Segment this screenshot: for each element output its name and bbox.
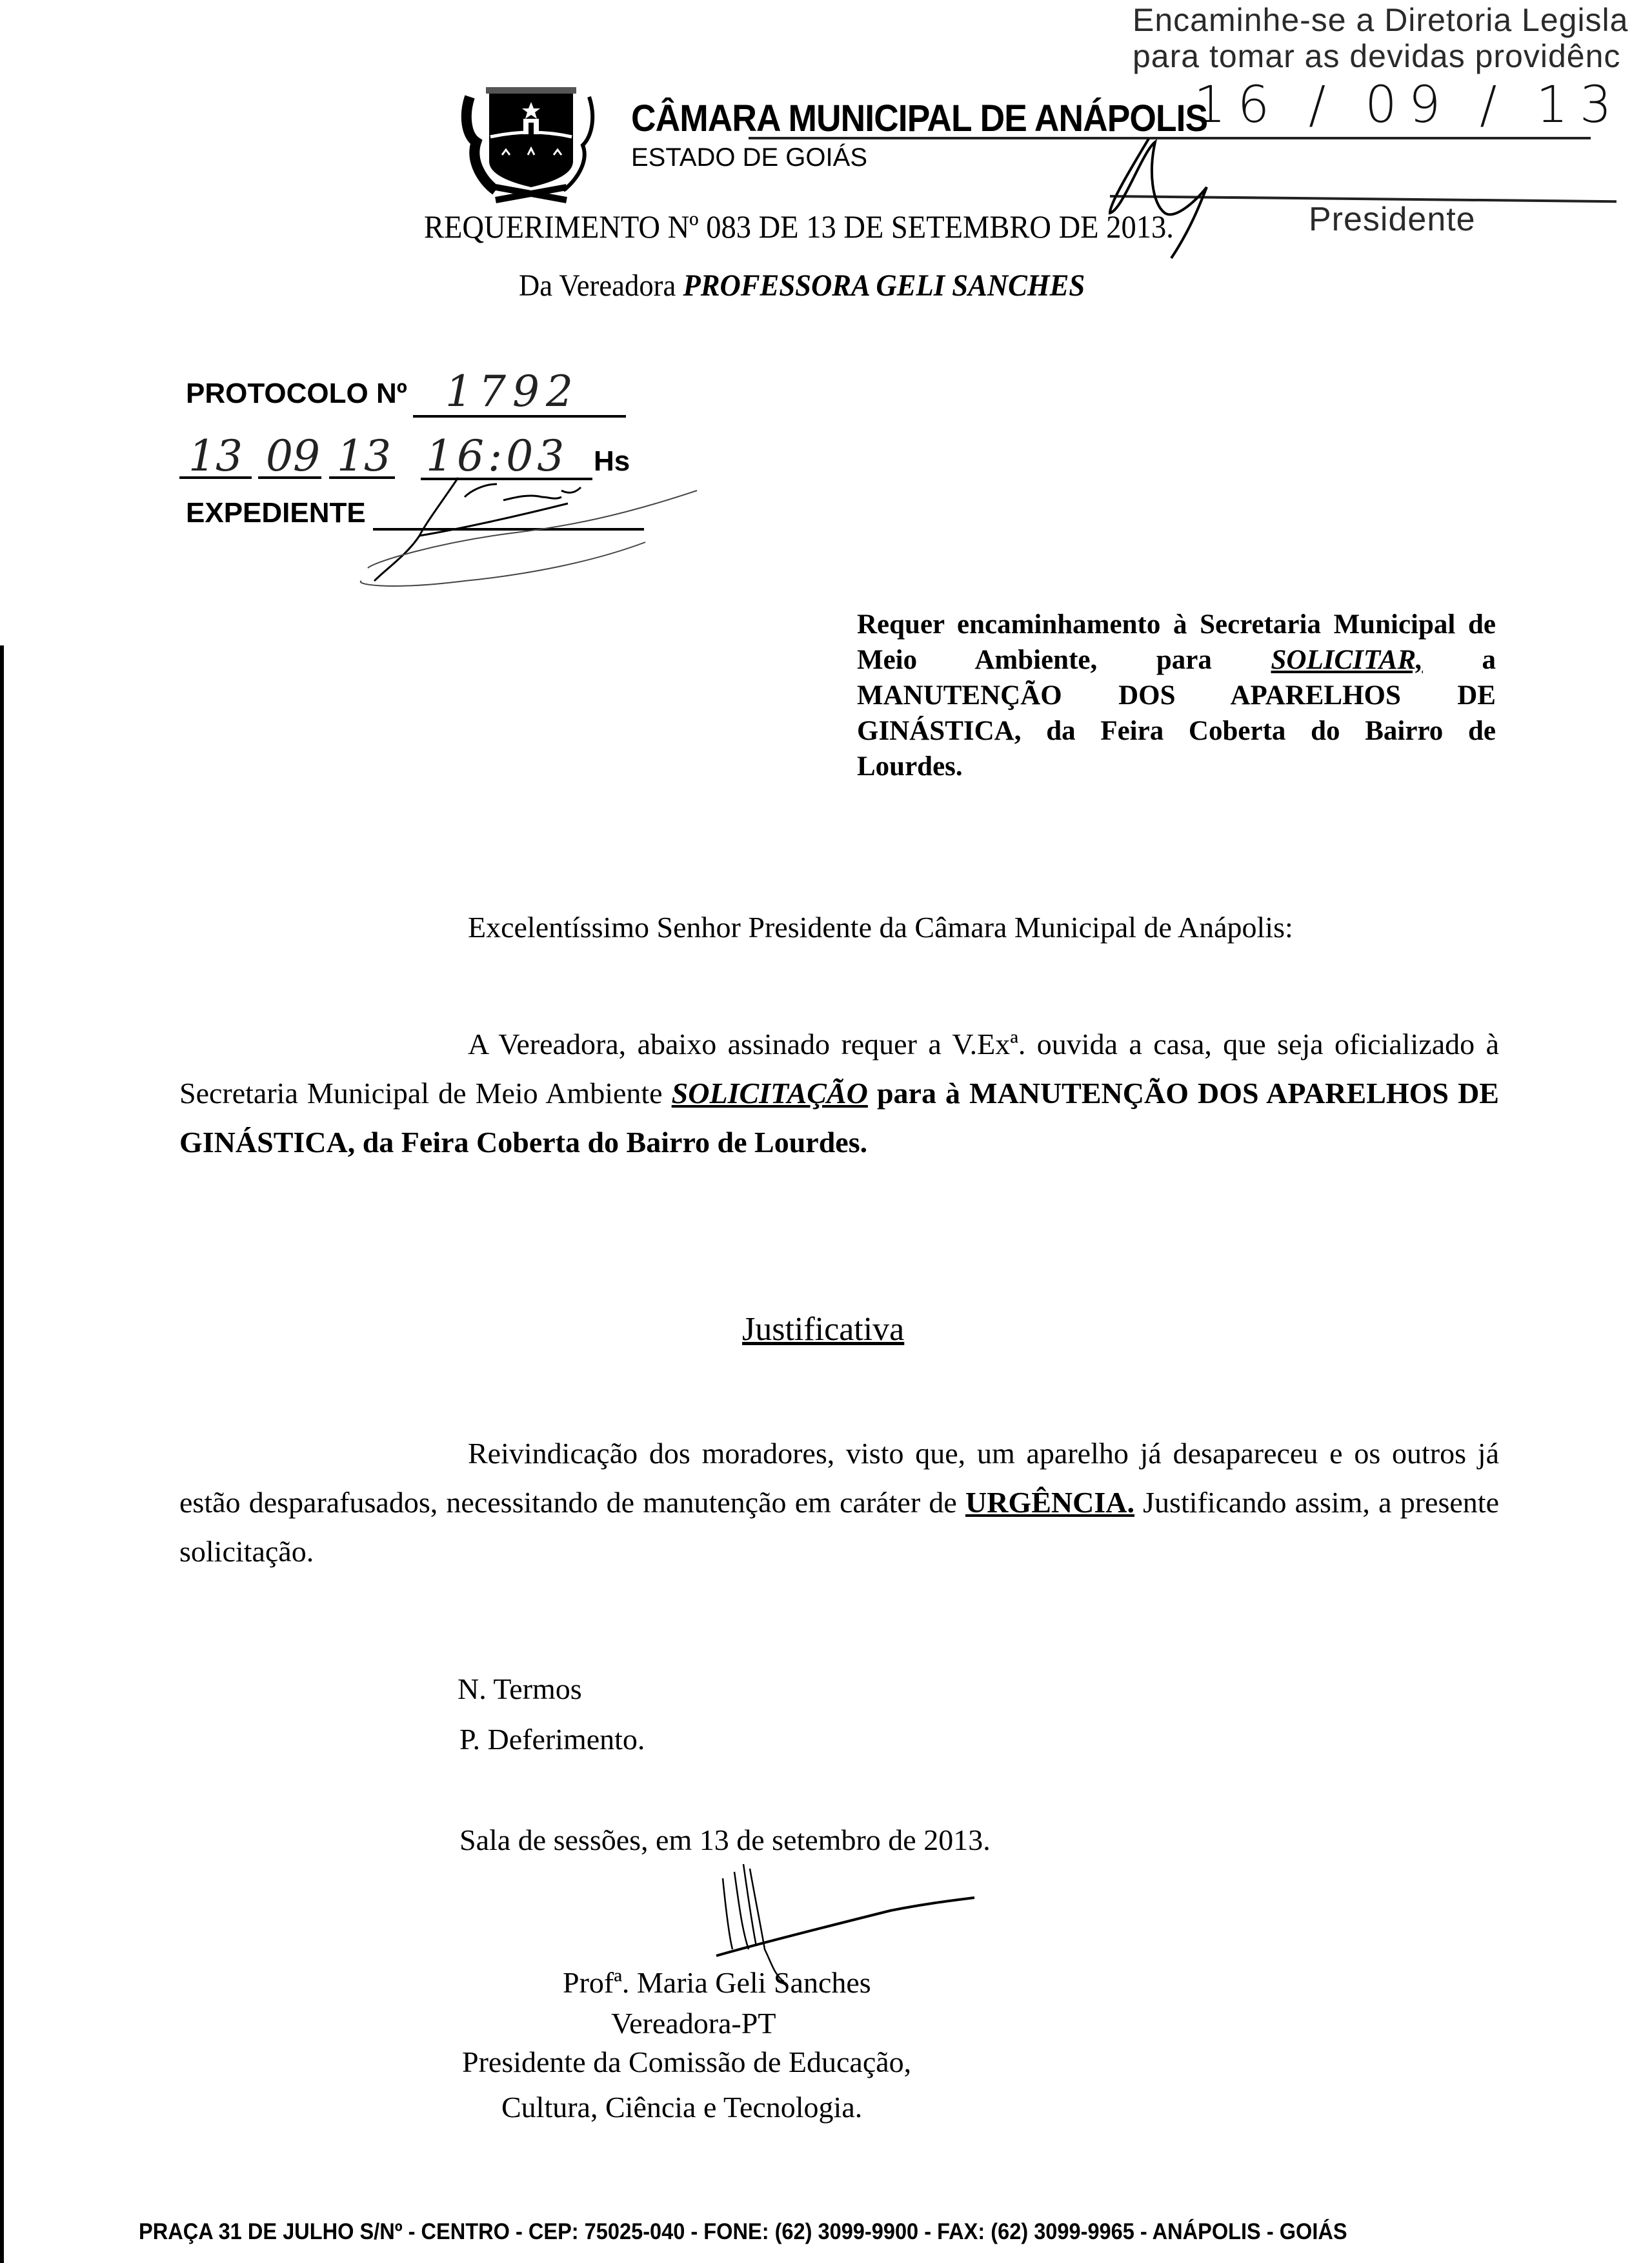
stamp-role: Presidente: [1309, 201, 1476, 238]
signatory-position-1: Presidente da Comissão de Educação,: [462, 2045, 912, 2078]
coat-of-arms-icon: [457, 65, 605, 210]
stamp-line-1: Encaminhe-se a Diretoria Legisla: [1133, 2, 1629, 38]
protocol-time-unit: Hs: [594, 445, 630, 477]
author-name: PROFESSORA GELI SANCHES: [683, 269, 1085, 303]
summary-block: [857, 607, 1496, 784]
author-line: [519, 268, 1085, 303]
closing-line-1: N. Termos: [458, 1672, 582, 1705]
footer-address: PRAÇA 31 DE JULHO S/Nº - CENTRO - CEP: 75025-040 - FONE: (62) 3099-9900 - FAX: (62) 3099-9965 - ANÁPOLIS - GOIÁS: [139, 2219, 1347, 2244]
request-paragraph: [179, 1020, 1499, 1167]
justification-title: Justificativa: [742, 1311, 905, 1348]
protocol-year: 13: [337, 431, 391, 481]
signatory-position-2: Cultura, Ciência e Tecnologia.: [501, 2091, 863, 2124]
signatory-role: Vereadora-PT: [611, 2007, 776, 2040]
expediente-label: EXPEDIENTE: [186, 497, 366, 529]
justification-paragraph: [179, 1429, 1499, 1576]
protocol-number: 1792: [445, 367, 579, 416]
organization-name: CÂMARA MUNICIPAL DE ANÁPOLIS: [631, 97, 1208, 139]
stamp-date-handwritten: 16 / 09 / 13: [1194, 76, 1624, 134]
summary-part1: Requer encaminhamento à Secretaria Municipal de Meio Ambiente, para: [857, 609, 1496, 675]
summary-emphasis: SOLICITAR,: [1271, 645, 1423, 675]
closing-line-2: P. Deferimento.: [459, 1723, 645, 1756]
protocol-month: 09: [266, 431, 320, 481]
summary-part2: a MANUTENÇÃO DOS APARELHOS DE GINÁSTICA, da Feira Coberta do Bairro de Lourdes.: [857, 645, 1496, 782]
author-prefix: Da Vereadora: [519, 269, 683, 303]
stamp-line-2: para tomar as devidas providênc: [1133, 38, 1621, 74]
justification-emphasis: URGÊNCIA.: [965, 1486, 1134, 1519]
greeting: Excelentíssimo Senhor Presidente da Câmara Municipal de Anápolis:: [468, 911, 1293, 944]
organization-state: ESTADO DE GOIÁS: [631, 143, 867, 172]
protocol-time: 16:03: [426, 431, 569, 481]
justification-text-2: Justificando assim, a presente solicitação.: [179, 1486, 1499, 1568]
protocol-day: 13: [188, 431, 243, 481]
place-date: Sala de sessões, em 13 de setembro de 2013.: [459, 1823, 991, 1856]
document-title: REQUERIMENTO Nº 083 DE 13 DE SETEMBRO DE 2013.: [424, 208, 1174, 245]
protocol-label: PROTOCOLO Nº: [186, 378, 407, 409]
justification-text-1: Reivindicação dos moradores, visto que, um aparelho já desapareceu e os outros já estão desparafusados, necessitando de manutenção em caráter de: [179, 1437, 1499, 1519]
request-emphasis: SOLICITAÇÃO: [671, 1077, 868, 1110]
request-text-2: para à MANUTENÇÃO DOS APARELHOS DE GINÁSTICA, da Feira Coberta do Bairro de Lourdes.: [179, 1077, 1499, 1159]
scan-edge-line: [0, 645, 4, 2263]
signatory-name: Profª. Maria Geli Sanches: [563, 1966, 871, 1999]
request-text-1: A Vereadora, abaixo assinado requer a V.Exª. ouvida a casa, que seja oficializado à Secretaria Municipal de Meio Ambiente: [179, 1028, 1499, 1110]
expediente-signature: [348, 471, 710, 600]
